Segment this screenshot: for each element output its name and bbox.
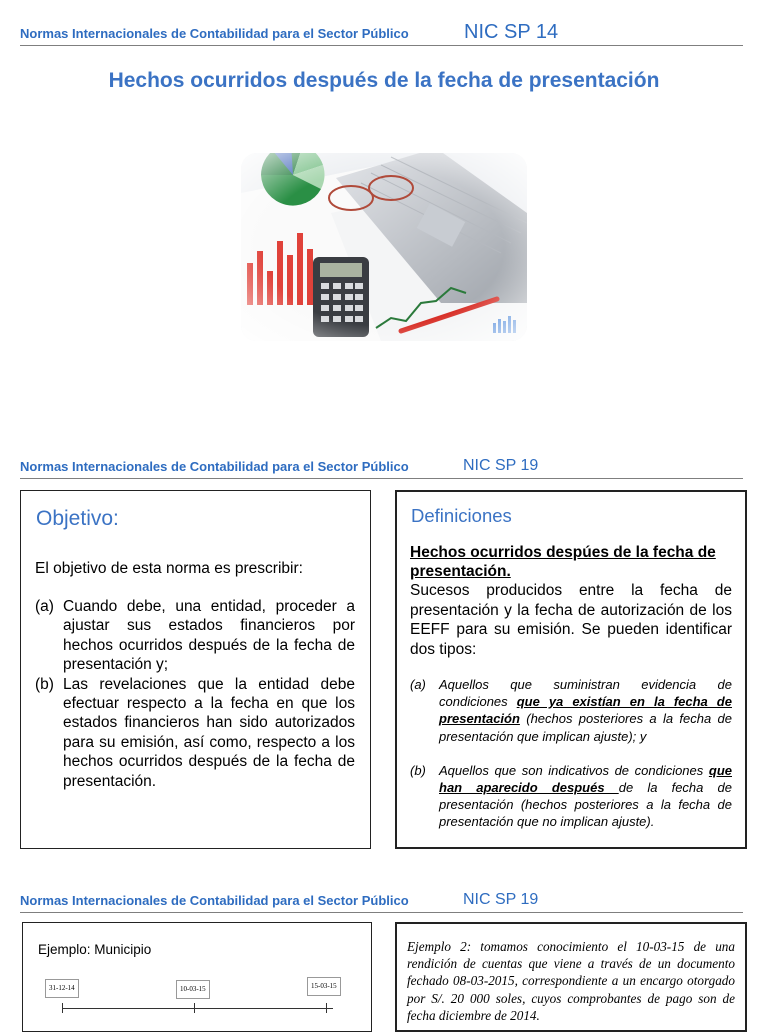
slide3-header	[20, 890, 743, 913]
timeline-date-label: 31-12-14	[45, 979, 79, 998]
timeline-date-label: 10-03-15	[176, 980, 210, 999]
slide1-header	[20, 20, 743, 46]
objetivo-box	[20, 490, 371, 849]
list-item-text	[439, 676, 732, 745]
list-item-label: (b)	[35, 675, 54, 693]
header-standard-code: NIC SP 19	[463, 891, 539, 908]
header-org-name: Normas Internacionales de Contabilidad para el Sector Público	[20, 459, 409, 474]
example2-text: Ejemplo 2: tomamos conocimiento el 10-03-15 de una rendición de cuentas que viene a través de un documento fechado 08-03-2015, correspondiente a un encargo otorgado por S/. 20 000 soles, cuyos comprobantes de pago son de fecha diciembre de 2014.	[407, 939, 735, 1023]
list-item-text	[439, 762, 732, 831]
list-item	[410, 676, 732, 745]
definiciones-box	[395, 490, 747, 849]
header-org-name: Normas Internacionales de Contabilidad para el Sector Público	[20, 893, 409, 908]
definition-types-list	[410, 676, 732, 831]
list-item-label: (b)	[410, 762, 426, 778]
list-item	[410, 762, 732, 831]
list-item-label: (a)	[410, 677, 426, 692]
definition-body: Sucesos producidos entre la fecha de presentación y la fecha de autorización de los EEFF para su emisión. Se pueden identificar dos tipos:	[410, 582, 732, 658]
laptop-calculator-charts-photo	[241, 153, 527, 341]
header-standard-code: NIC SP 14	[464, 21, 559, 43]
timeline-tick	[326, 1003, 327, 1013]
list-item-text: Las revelaciones que la entidad debe efectuar respecto a la fecha en que los estados financieros han sido autorizados para su emisión, así como, respecto a los hechos ocurridos después de la fecha de presentación.	[63, 675, 355, 790]
objetivo-intro: El objetivo de esta norma es prescribir:	[35, 560, 303, 577]
slide2-header	[20, 456, 743, 479]
header-org-name: Normas Internacionales de Contabilidad para el Sector Público	[20, 26, 409, 41]
text-post: de la fecha de presentación (hechos posteriores a la fecha de presentación que no implican ajuste).	[439, 780, 732, 830]
example2-box	[395, 922, 747, 1032]
text-pre: Aquellos que suministran evidencia de condiciones	[439, 677, 732, 710]
text-pre: Aquellos que son indicativos de condiciones	[439, 762, 709, 778]
objetivo-title: Objetivo:	[36, 507, 119, 530]
definition-term: Hechos ocurridos despúes de la fecha de presentación.	[410, 544, 716, 580]
example1-box	[22, 922, 372, 1032]
header-standard-code: NIC SP 19	[463, 457, 539, 474]
page-title: Hechos ocurridos después de la fecha de presentación	[108, 69, 660, 92]
list-item-label: (a)	[35, 598, 54, 615]
list-item-text: Cuando debe, una entidad, proceder a ajustar sus estados financieros por hechos ocurridos después de la fecha de presentación y;	[63, 598, 355, 674]
definiciones-title: Definiciones	[411, 505, 512, 526]
objetivo-list	[35, 597, 355, 791]
timeline-date-label: 15-03-15	[307, 977, 341, 996]
emphasis-text: que ya existían en la fecha de presentación	[439, 694, 732, 727]
list-item	[35, 597, 355, 675]
emphasis-text: que han aparecido después	[439, 762, 732, 796]
timeline-axis	[62, 1008, 333, 1009]
list-item	[35, 675, 355, 791]
text-post: (hechos posteriores a la fecha de presentación que implican ajuste); y	[439, 711, 732, 744]
example-title: Ejemplo: Municipio	[38, 942, 152, 957]
timeline-tick	[194, 1003, 195, 1013]
timeline-tick	[62, 1003, 63, 1013]
